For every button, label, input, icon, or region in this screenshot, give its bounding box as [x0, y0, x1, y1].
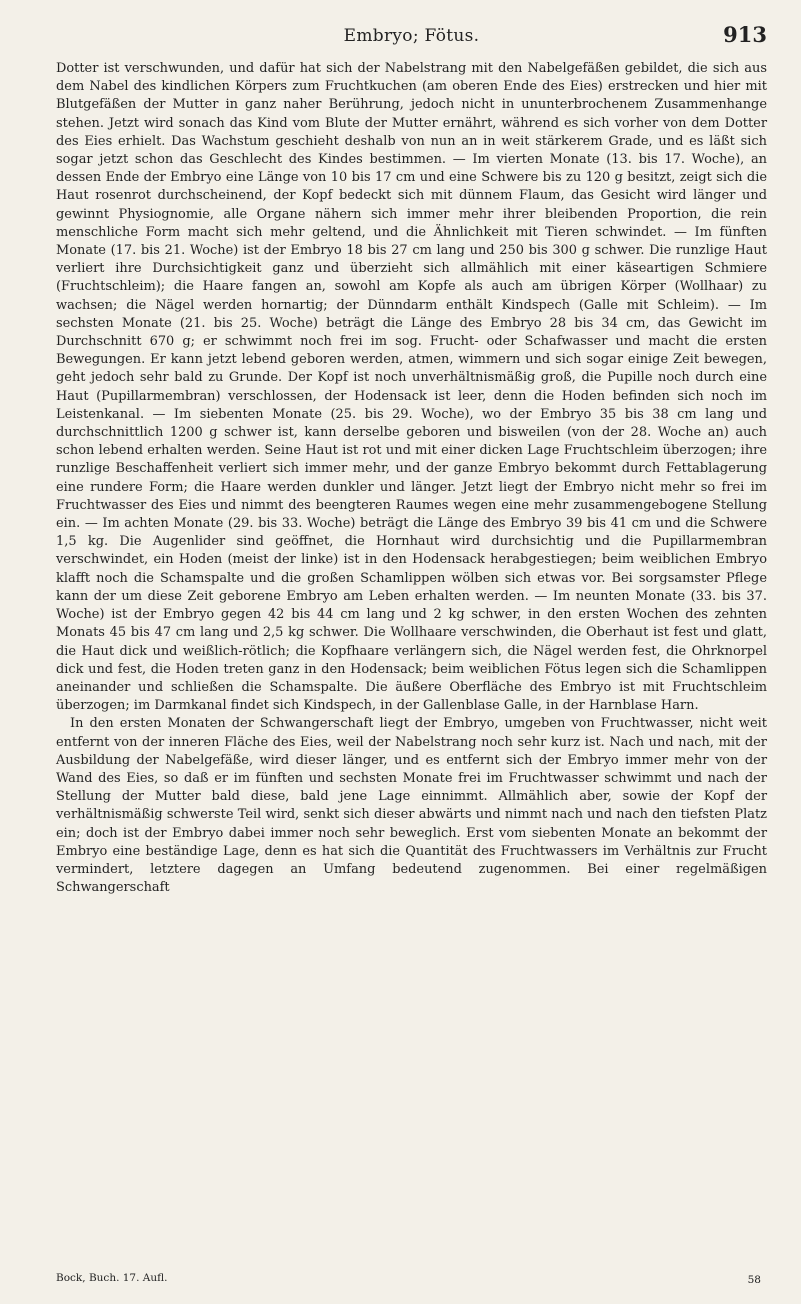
paragraph: Dotter ist verschwunden, und dafür hat sich der Nabelstrang mit den Nabelgefäßen gebildet, die sich aus dem Nabel des kindlichen Körpers zum Fruchtkuchen (am oberen Ende des Eies) erstrecken und hier mit Blutgefäßen der Mutter in ganz naher Berührung, jedoch nicht in ununterbrochenem Zusammenhange stehen. Jetzt wird sonach das Kind vom Blute der Mutter ernährt, während es sich vorher von dem Dotter des Eies erhielt. Das Wachstum geschieht deshalb von nun an in weit stärkerem Grade, und es läßt sich sogar jetzt schon das Geschlecht des Kindes bestimmen. — Im vierten Monate (13. bis 17. Woche), an dessen Ende der Embryo eine Länge von 10 bis 17 cm und eine Schwere bis zu 120 g besitzt, zeigt sich die Haut rosenrot durchscheinend, der Kopf bedeckt sich mit dünnem Flaum, das Gesicht wird länger und gewinnt Physiognomie, alle Organe nähern sich immer mehr ihrer bleibenden Proportion, die rein menschliche Form macht sich mehr geltend, und die Ähnlichkeit mit Tieren schwindet. — Im fünften Monate (17. bis 21. Woche) ist der Embryo 18 bis 27 cm lang und 250 bis 300 g schwer. Die runzlige Haut verliert ihre Durchsichtigkeit ganz und überzieht sich allmählich mit einer käseartigen Schmiere (Fruchtschleim); die Haare fangen an, sowohl am Kopfe als auch am übrigen Körper (Wollhaar) zu wachsen; die Nägel werden hornartig; der Dünndarm enthält Kindspech (Galle mit Schleim). — Im sechsten Monate (21. bis 25. Woche) beträgt die Länge des Embryo 28 bis 34 cm, das Gewicht im Durchschnitt 670 g; er schwimmt noch frei im sog. Frucht- oder Schafwasser und macht die ersten Bewegungen. Er kann jetzt lebend geboren werden, atmen, wimmern und sich sogar einige Zeit bewegen, geht jedoch sehr bald zu Grunde. Der Kopf ist noch unverhältnismäßig groß, die Pupille noch durch eine Haut (Pupillarmembran) verschlossen, der Hodensack ist leer, denn die Hoden befinden sich noch im Leistenkanal. — Im siebenten Monate (25. bis 29. Woche), wo der Embryo 35 bis 38 cm lang und durchschnittlich 1200 g schwer ist, kann derselbe geboren und bisweilen (von der 28. Woche an) auch schon lebend erhalten werden. Seine Haut ist rot und mit einer dicken Lage Fruchtschleim überzogen; ihre runzlige Beschaffenheit verliert sich immer mehr, und der ganze Embryo bekommt durch Fettablagerung eine rundere Form; die Haare werden dunkler und länger. Jetzt liegt der Embryo nicht mehr so frei im Fruchtwasser des Eies und nimmt des beengteren Raumes wegen eine mehr zusammengebogene Stellung ein. — Im achten Monate (29. bis 33. Woche) beträgt die Länge des Embryo 39 bis 41 cm und die Schwere 1,5 kg. Die Augenlider sind geöffnet, die Hornhaut wird durchsichtig und die Pupillarmembran verschwindet, ein Hoden (meist der linke) ist in den Hodensack herabgestiegen; beim weiblichen Embryo klafft noch die Schamspalte und die großen Schamlippen wölben sich etwas vor. Bei sorgsamster Pflege kann der um diese Zeit geborene Embryo am Leben erhalten werden. — Im neunten Monate (33. bis 37. Woche) ist der Embryo gegen 42 bis 44 cm lang und 2 kg schwer, in den ersten Wochen des zehnten Monats 45 bis 47 cm lang und 2,5 kg schwer. Die Wollhaare verschwinden, die Oberhaut ist fest und glatt, die Haut dick und weißlich-rötlich; die Kopfhaare verlängern sich, die Nägel werden fest, die Ohrknorpel dick und fest, die Hoden treten ganz in den Hodensack; beim weiblichen Fötus legen sich die Schamlippen aneinander und schließen die Schamspalte. Die äußere Oberfläche des Embryo ist mit Fruchtschleim überzogen; im Darmkanal findet sich Kindspech, in der Gallenblase Galle, in der Harnblase Harn.	[56, 61, 767, 714]
running-head: Embryo; Fötus.	[343, 26, 480, 46]
page-header	[56, 22, 767, 50]
footer-source: Bock, Buch. 17. Aufl.	[56, 1272, 168, 1284]
body-text	[56, 60, 767, 897]
page-footer	[56, 1272, 767, 1290]
paragraph: In den ersten Monaten der Schwangerschaft liegt der Embryo, umgeben von Fruchtwasser, nicht weit entfernt von der inneren Fläche des Eies, weil der Nabelstrang noch sehr kurz ist. Nach und nach, mit der Ausbildung der Nabelgefäße, wird dieser länger, und es entfernt sich der Embryo immer mehr von der Wand des Eies, so daß er im fünften und sechsten Monate frei im Fruchtwasser schwimmt und nach der Stellung der Mutter bald diese, bald jene Lage einnimmt. Allmählich aber, sowie der Kopf der verhältnismäßig schwerste Teil wird, senkt sich dieser abwärts und nimmt nach und nach den tiefsten Platz ein; doch ist der Embryo dabei immer noch sehr beweglich. Erst vom siebenten Monate an bekommt der Embryo eine beständige Lage, denn es hat sich die Quantität des Fruchtwassers im Verhältnis zur Frucht vermindert, letztere dagegen an Umfang bedeutend zugenommen. Bei einer regelmäßigen Schwangerschaft	[56, 716, 767, 896]
page-number: 913	[723, 22, 767, 47]
signature-mark: 58	[747, 1274, 761, 1286]
